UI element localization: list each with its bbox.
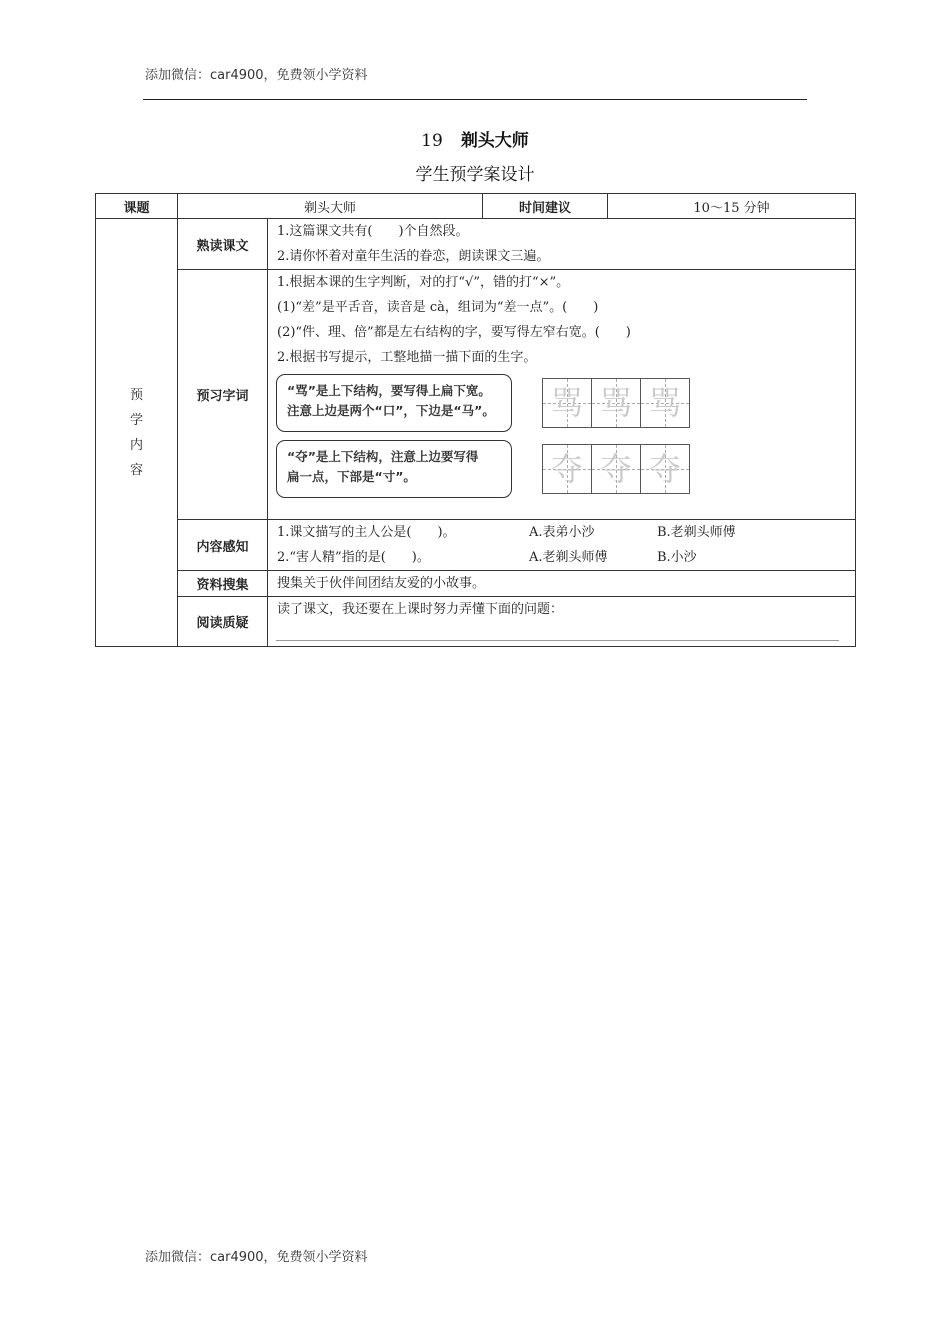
question-label: 阅读质疑 — [178, 597, 268, 647]
option-b: B.老剃头师傅 — [657, 525, 736, 540]
section-label-char: 内 — [129, 437, 143, 453]
topic-label: 课题 — [96, 194, 178, 219]
time-label: 时间建议 — [483, 194, 608, 219]
page-subtitle: 学生预学案设计 — [415, 165, 535, 185]
tracing-cell[interactable] — [640, 378, 690, 428]
read-line: 2.请你怀着对童年生活的眷恋，朗读课文三遍。 — [277, 249, 550, 264]
choice-question — [277, 545, 846, 570]
question-text: 2.“害人精”指的是( )。 — [277, 550, 430, 565]
tracing-grid — [542, 378, 690, 428]
writing-tip-box — [276, 374, 512, 432]
tracing-cell[interactable] — [542, 444, 592, 494]
words-label: 预习字词 — [178, 270, 268, 520]
header-divider — [143, 99, 807, 100]
question-cell — [268, 597, 856, 647]
section-label-char: 学 — [129, 412, 143, 428]
content-label: 内容感知 — [178, 520, 268, 571]
header-note: 添加微信：car4900，免费领小学资料 — [145, 68, 368, 83]
writing-tip-text: “骂”是上下结构，要写得上扁下宽。 — [287, 383, 491, 398]
question-prompt: 读了课文，我还要在上课时努力弄懂下面的问题： — [277, 602, 564, 617]
words-content — [268, 270, 856, 520]
tracing-char: 骂 — [648, 384, 681, 422]
tracing-cell[interactable] — [542, 378, 592, 428]
writing-tip-row — [276, 374, 847, 432]
content-cell — [268, 520, 856, 571]
writing-tip-box — [276, 440, 512, 498]
words-line: (2)“件、理、倍”都是左右结构的字，要写得左窄右宽。( ) — [277, 325, 631, 340]
lesson-name: 剃头大师 — [460, 131, 529, 151]
answer-line[interactable] — [276, 640, 839, 641]
topic-value: 剃头大师 — [178, 194, 483, 219]
writing-tip-text: 注意上边是两个“口”，下边是“马”。 — [287, 403, 495, 418]
writing-tip-text: “夺”是上下结构，注意上边要写得 — [287, 449, 479, 464]
section-label-char: 容 — [129, 462, 143, 478]
content-row — [96, 520, 856, 571]
read-line: 1.这篇课文共有( )个自然段。 — [277, 224, 469, 239]
material-row — [96, 571, 856, 597]
tracing-char: 夺 — [648, 450, 681, 488]
tracing-char: 骂 — [599, 384, 632, 422]
tracing-char: 骂 — [550, 384, 583, 422]
tracing-char: 夺 — [599, 450, 632, 488]
option-a: A.老剃头师傅 — [529, 550, 608, 565]
tracing-char: 夺 — [550, 450, 583, 488]
material-cell — [268, 571, 856, 597]
lesson-title — [0, 126, 950, 151]
lesson-number: 19 — [421, 131, 443, 151]
writing-tip-row — [276, 440, 847, 498]
tracing-cell[interactable] — [640, 444, 690, 494]
section-label-char: 预 — [129, 387, 143, 403]
footer-note: 添加微信：car4900，免费领小学资料 — [145, 1250, 368, 1265]
time-value: 10～15 分钟 — [608, 194, 856, 219]
preview-table — [95, 193, 856, 647]
option-a: A.表弟小沙 — [529, 525, 595, 540]
choice-question — [277, 520, 846, 545]
read-label: 熟读课文 — [178, 219, 268, 270]
question-row — [96, 597, 856, 647]
question-text: 1.课文描写的主人公是( )。 — [277, 525, 456, 540]
words-row — [96, 270, 856, 520]
read-row — [96, 219, 856, 270]
tracing-grid — [542, 444, 690, 494]
words-line: 1.根据本课的生字判断，对的打“√”，错的打“×”。 — [277, 275, 570, 290]
section-label — [96, 219, 178, 647]
writing-tip-text: 扁一点，下部是“寸”。 — [287, 469, 416, 484]
tracing-cell[interactable] — [591, 378, 641, 428]
material-label: 资料搜集 — [178, 571, 268, 597]
option-b: B.小沙 — [657, 550, 697, 565]
read-content — [268, 219, 856, 270]
topic-row — [96, 194, 856, 219]
words-line: 2.根据书写提示，工整地描一描下面的生字。 — [277, 350, 537, 365]
words-line: (1)“差”是平舌音，读音是 cà，组词为“差一点”。( ) — [277, 300, 599, 315]
material-text: 搜集关于伙伴间团结友爱的小故事。 — [277, 576, 486, 591]
tracing-cell[interactable] — [591, 444, 641, 494]
